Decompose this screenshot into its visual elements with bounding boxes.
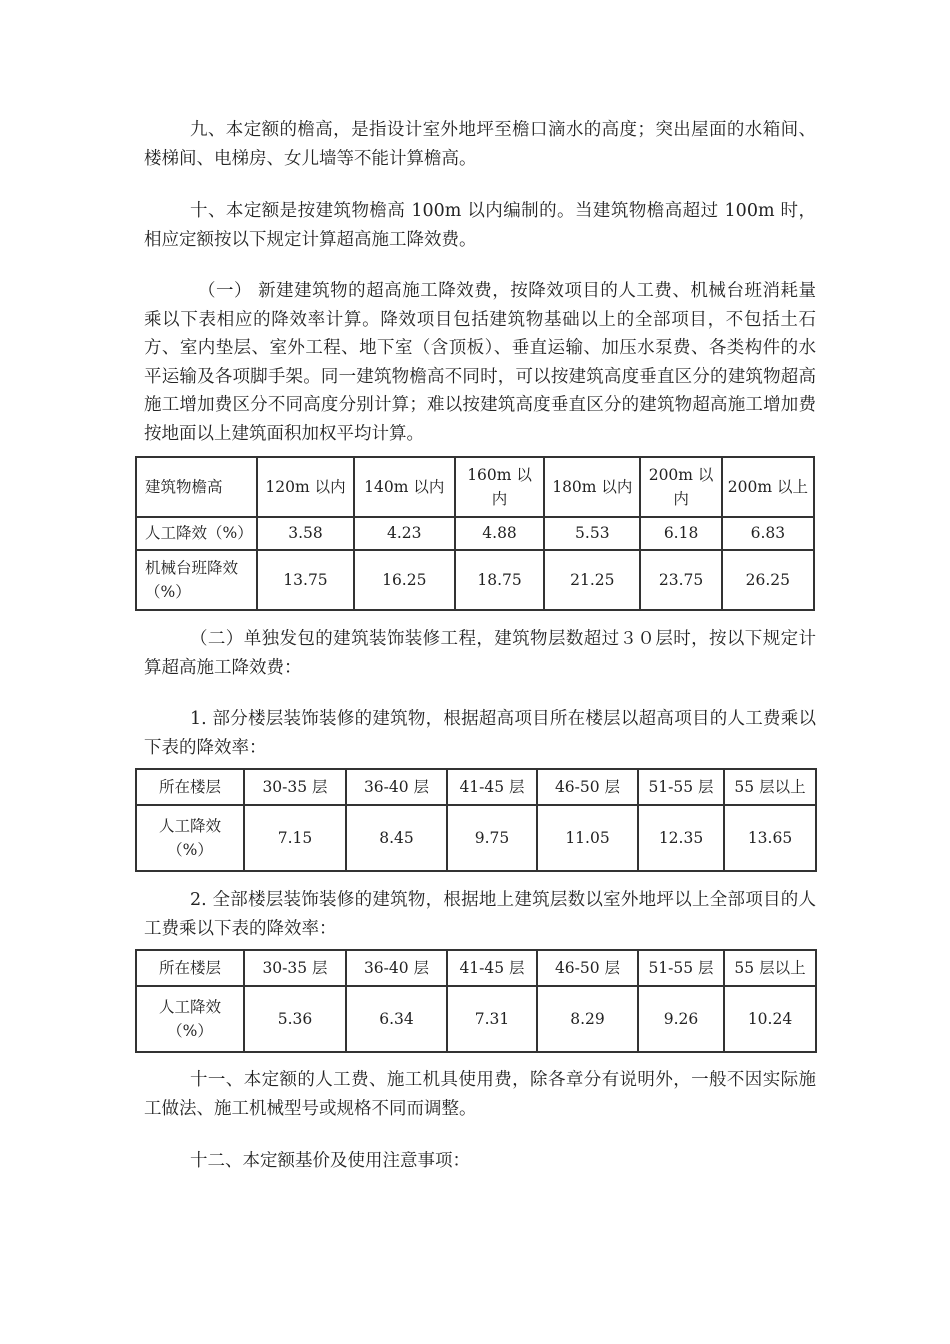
table-cell: 13.65: [724, 805, 816, 871]
table-cell: 5.36: [244, 986, 346, 1052]
table-header-cell: 建筑物檐高: [136, 457, 257, 517]
paragraph-9: 九、本定额的檐高，是指设计室外地坪至檐口滴水的高度；突出屋面的水箱间、楼梯间、电梯房、女儿墙等不能计算檐高。: [144, 120, 816, 169]
table-cell: 3.58: [257, 517, 353, 549]
table-cell: 11.05: [537, 805, 638, 871]
table-row: [136, 986, 816, 1052]
table-header-row: [136, 950, 816, 986]
table-header-cell: 46-50 层: [537, 950, 638, 986]
paragraph-10-2: （二）单独发包的建筑装饰装修工程，建筑物层数超过３０层时，按以下规定计算超高施工降效费：: [144, 629, 816, 678]
paragraph-10-2-2: 2. 全部楼层装饰装修的建筑物，根据地上建筑层数以室外地坪以上全部项目的人工费乘以下表的降效率：: [144, 890, 816, 939]
table-cell: 5.53: [544, 517, 640, 549]
table-building-height: [135, 456, 815, 611]
table-partial-floors: [135, 768, 817, 872]
table-cell: 13.75: [257, 550, 353, 610]
table-header-cell: 120m 以内: [257, 457, 353, 517]
table-row: [136, 517, 814, 549]
table-cell: 10.24: [724, 986, 816, 1052]
table-header-cell: 30-35 层: [244, 769, 346, 805]
table-row-label: 人工降效（%）: [136, 517, 257, 549]
table-cell: 7.15: [244, 805, 346, 871]
table-cell: 8.29: [537, 986, 638, 1052]
table-header-cell: 160m 以内: [455, 457, 544, 517]
table-header-row: [136, 457, 814, 517]
table-header-cell: 180m 以内: [544, 457, 640, 517]
table-cell: 23.75: [640, 550, 721, 610]
table-cell: 12.35: [638, 805, 724, 871]
table-cell: 6.34: [346, 986, 447, 1052]
table-row-label: 人工降效（%）: [136, 805, 244, 871]
table-all-floors: [135, 949, 817, 1053]
table-cell: 9.75: [447, 805, 537, 871]
table-row: [136, 550, 814, 610]
table-header-cell: 55 层以上: [724, 950, 816, 986]
table-cell: 7.31: [447, 986, 537, 1052]
paragraph-10-2-1: 1. 部分楼层装饰装修的建筑物，根据超高项目所在楼层以超高项目的人工费乘以下表的降效率：: [144, 709, 816, 758]
table-header-cell: 30-35 层: [244, 950, 346, 986]
table-cell: 21.25: [544, 550, 640, 610]
table-row-label: 人工降效（%）: [136, 986, 244, 1052]
table-header-cell: 41-45 层: [447, 769, 537, 805]
table-header-cell: 200m 以内: [640, 457, 721, 517]
table-row: [136, 805, 816, 871]
table-header-cell: 41-45 层: [447, 950, 537, 986]
table-header-cell: 36-40 层: [346, 950, 447, 986]
table-header-cell: 所在楼层: [136, 950, 244, 986]
table-cell: 16.25: [354, 550, 455, 610]
paragraph-10: 十、本定额是按建筑物檐高 100m 以内编制的。当建筑物檐高超过 100m 时，相应定额按以下规定计算超高施工降效费。: [144, 201, 816, 250]
table-cell: 6.18: [640, 517, 721, 549]
table-header-cell: 51-55 层: [638, 950, 724, 986]
table-header-cell: 所在楼层: [136, 769, 244, 805]
table-cell: 8.45: [346, 805, 447, 871]
table-header-row: [136, 769, 816, 805]
table-cell: 26.25: [722, 550, 814, 610]
table-header-cell: 200m 以上: [722, 457, 814, 517]
paragraph-11: 十一、本定额的人工费、施工机具使用费，除各章分有说明外，一般不因实际施工做法、施工机械型号或规格不同而调整。: [144, 1070, 816, 1119]
paragraph-10-1: （一） 新建建筑物的超高施工降效费，按降效项目的人工费、机械台班消耗量乘以下表相应的降效率计算。降效项目包括建筑物基础以上的全部项目，不包括土石方、室内垫层、室外工程、地下室（含顶板）、垂直运输、加压水泵费、各类构件的水平运输及各项脚手架。同一建筑物檐高不同时，可以按建筑高度垂直区分的建筑物超高施工增加费区分不同高度分别计算；难以按建筑高度垂直区分的建筑物超高施工增加费按地面以上建筑面积加权平均计算。: [144, 281, 816, 444]
table-cell: 4.88: [455, 517, 544, 549]
table-cell: 6.83: [722, 517, 814, 549]
table-cell: 9.26: [638, 986, 724, 1052]
table-cell: 18.75: [455, 550, 544, 610]
table-header-cell: 36-40 层: [346, 769, 447, 805]
paragraph-12: 十二、本定额基价及使用注意事项：: [190, 1151, 470, 1171]
table-row-label: 机械台班降效（%）: [136, 550, 257, 610]
table-header-cell: 51-55 层: [638, 769, 724, 805]
table-header-cell: 140m 以内: [354, 457, 455, 517]
table-header-cell: 46-50 层: [537, 769, 638, 805]
table-header-cell: 55 层以上: [724, 769, 816, 805]
table-cell: 4.23: [354, 517, 455, 549]
